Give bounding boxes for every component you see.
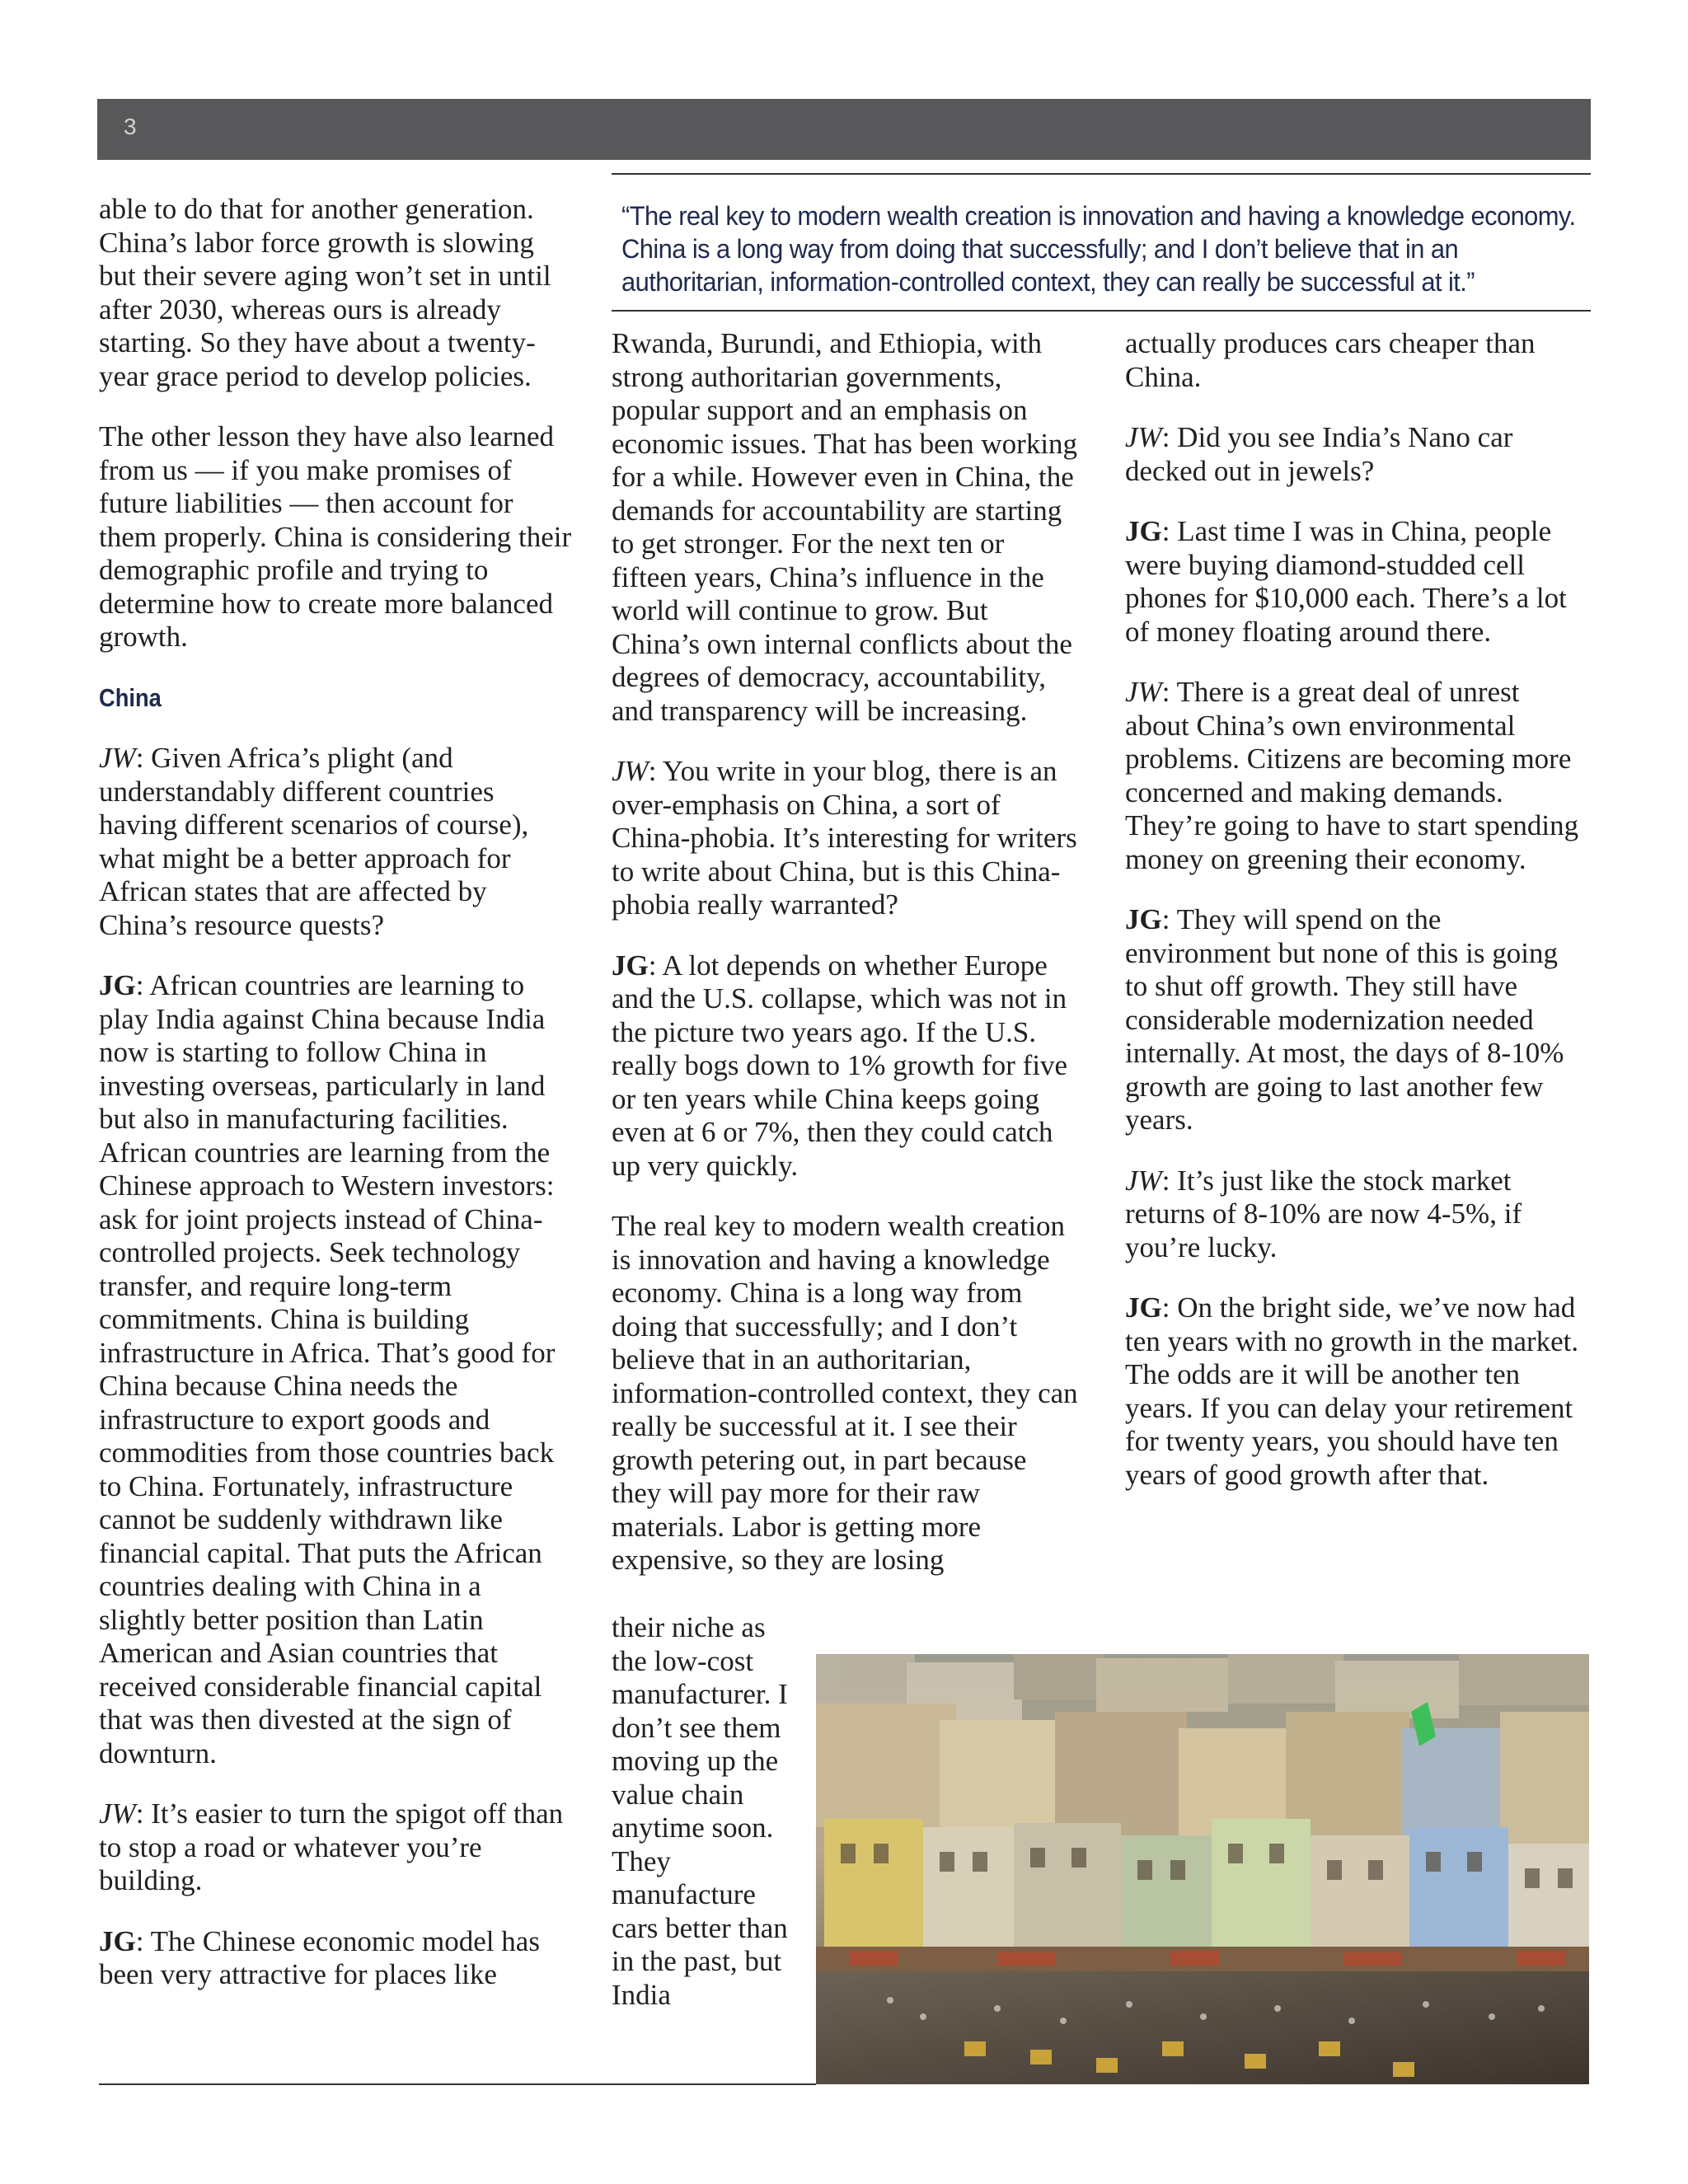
speaker-label: JW xyxy=(99,1797,136,1830)
bottom-rule xyxy=(99,2083,816,2085)
speaker-label: JW xyxy=(99,742,136,774)
paragraph: The other lesson they have also learned from us — if you make promises of future liabilities — then account for them properly. China is considering their demographic profile and trying to determine how to create more balanced growth. xyxy=(99,420,572,653)
paragraph xyxy=(1125,903,1587,1137)
paragraph xyxy=(99,742,573,942)
column-3 xyxy=(1125,327,1587,1519)
paragraph-text: : You write in your blog, there is an over-emphasis on China, a sort of China-phobia. It’s interesting for writers to write about China, but is this China-phobia really warranted? xyxy=(612,755,1077,921)
column-1 xyxy=(99,193,573,2019)
paragraph: Rwanda, Burundi, and Ethiopia, with strong authoritarian governments, popular support and an emphasis on economic issues. That has been working for a while. However even in China, the demands for accountability are starting to get stronger. For the next ten or fifteen years, China’s influence in the world will continue to grow. But China’s own internal conflicts about the degrees of democracy, accountability, and transparency will be increasing. xyxy=(612,327,1078,727)
paragraph-text: : There is a great deal of unrest about China’s own environmental problems. Citizens are becoming more concerned and making demands. They’re going to have to start spending money on greening their economy. xyxy=(1125,676,1579,875)
paragraph: The real key to modern wealth creation is innovation and having a knowledge economy. China is a long way from doing that successfully; and I don’t believe that in an authoritarian, information-controlled context, they can really be successful at it. I see their growth petering out, in part because they will pay more for their raw materials. Labor is getting more expensive, so they are losing xyxy=(612,1210,1078,1576)
paragraph xyxy=(1125,1291,1587,1492)
speaker-label: JW xyxy=(612,755,649,787)
paragraph-text: : The Chinese economic model has been very attractive for places like xyxy=(99,1924,540,1990)
city-photo-illustration xyxy=(816,1654,1589,2084)
paragraph-text: : It’s just like the stock market returns of 8-10% are now 4-5%, if you’re lucky. xyxy=(1125,1164,1522,1263)
paragraph xyxy=(99,969,573,1770)
speaker-label: JW xyxy=(1125,676,1162,708)
speaker-label: JG xyxy=(1125,515,1162,547)
speaker-label: JG xyxy=(1125,903,1162,935)
paragraph-text: : Did you see India’s Nano car decked out in jewels? xyxy=(1125,421,1513,487)
paragraph xyxy=(612,949,1081,1183)
pull-quote xyxy=(612,173,1591,312)
pull-quote-text: “The real key to modern wealth creation is innovation and having a knowledge economy. China is a long way from doing that successfully; and I don’t believe that in an authoritarian, information-controlled context, they can really be successful at it.” xyxy=(621,201,1576,297)
paragraph xyxy=(612,755,1081,922)
paragraph-text: : African countries are learning to play India against China because India now is starting to follow China in investing overseas, particularly in land but also in manufacturing facilities. African countries are learning from the Chinese approach to Western investors: ask for joint projects instead of China-controlled projects. Seek technology transfer, and require long-term commitments. China is building infrastructure in Africa. That’s good for China because China needs the infrastructure to export goods and commodities from those countries back to China. Fortunately, infrastructure cannot be suddenly withdrawn like financial capital. That puts the African countries dealing with China in a slightly better position than Latin American and Asian countries that received considerable financial capital that was then divested at the sign of downturn. xyxy=(99,969,556,1769)
paragraph xyxy=(99,1925,573,1992)
paragraph xyxy=(1125,676,1587,876)
header-bar xyxy=(97,99,1591,160)
section-heading: China xyxy=(99,682,162,712)
speaker-label: JG xyxy=(612,949,649,982)
paragraph-text: : A lot depends on whether Europe and the U.S. collapse, which was not in the picture two years ago. If the U.S. really bogs down to 1% growth for five or ten years while China keeps going even at 6 or 7%, then they could catch up very quickly. xyxy=(612,949,1068,1182)
column-2 xyxy=(612,327,1081,1605)
speaker-label: JG xyxy=(1125,1291,1162,1324)
paragraph-text: : On the bright side, we’ve now had ten years with no growth in the market. The odds are it will be another ten years. If you can delay your retirement for twenty years, you should have ten years of good growth after that. xyxy=(1125,1291,1579,1491)
paragraph: actually produces cars cheaper than China. xyxy=(1125,327,1536,393)
speaker-label: JW xyxy=(1125,421,1162,453)
city-photo xyxy=(816,1654,1589,2084)
paragraph xyxy=(99,1797,573,1898)
paragraph xyxy=(1125,1165,1587,1265)
paragraph-text: : It’s easier to turn the spigot off than to stop a road or whatever you’re building. xyxy=(99,1797,564,1896)
paragraph: able to do that for another generation. China’s labor force growth is slowing but their severe aging won’t set in until after 2030, whereas ours is already starting. So they have about a twenty-year grace period to develop policies. xyxy=(99,193,551,392)
paragraph xyxy=(1125,515,1587,649)
paragraph-text: : Last time I was in China, people were buying diamond-studded cell phones for $10,000 each. There’s a lot of money floating around there. xyxy=(1125,515,1567,648)
paragraph-text: : They will spend on the environment but none of this is going to shut off growth. They still have considerable modernization needed internally. At most, the days of 8-10% growth are going to last another few years. xyxy=(1125,903,1564,1136)
speaker-label: JG xyxy=(99,1924,136,1957)
paragraph xyxy=(1125,421,1587,488)
page-number: 3 xyxy=(124,114,137,139)
speaker-label: JW xyxy=(1125,1164,1162,1197)
paragraph-text: : Given Africa’s plight (and understandably different countries having different scenarios of course), what might be a better approach for African states that are affected by China’s resource quests? xyxy=(99,742,529,941)
speaker-label: JG xyxy=(99,969,136,1001)
column-2-tail: their niche as the low-cost manufacturer. I don’t see them moving up the value chain anytime soon. They manufacture cars better than in the past, but India xyxy=(612,1611,788,2011)
